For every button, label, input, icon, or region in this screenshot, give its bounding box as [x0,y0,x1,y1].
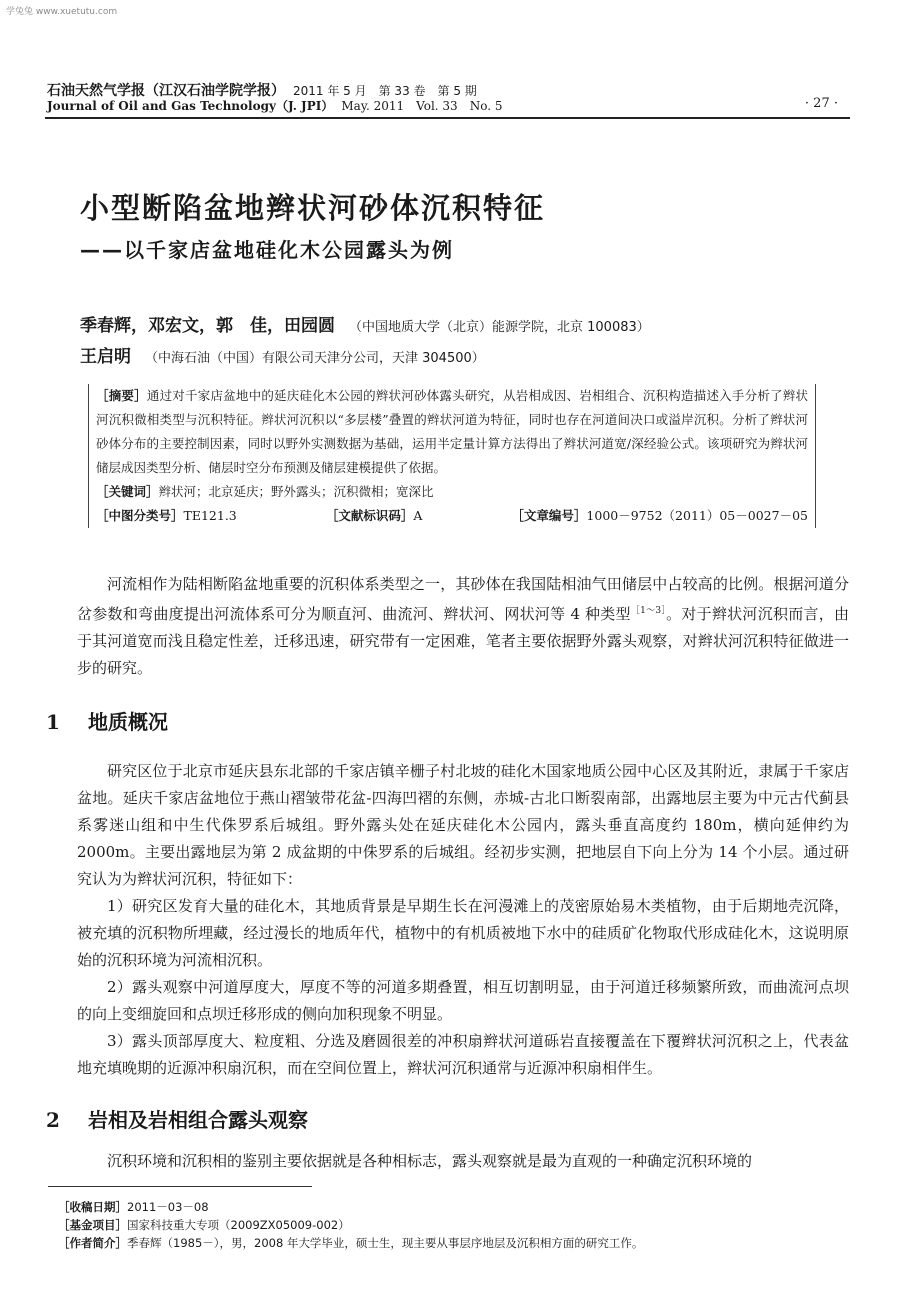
page-number: · 27 · [804,96,838,111]
authors-names-1: 季春辉，邓宏文，郭 佳，田园圆 [80,316,335,336]
art-label: ［文章编号］ [511,508,587,523]
section1-paragraph-3: 2）露头观察中河道厚度大，厚度不等的河道多期叠置，相互切割明显，由于河道迁移频繁所致，而曲流河点坝的向上变细旋回和点坝迁移形成的侧向加积现象不明显。 [77,978,849,1023]
fund-label: ［基金项目］ [58,1218,127,1232]
clc-number [96,504,237,528]
article-number [511,504,808,528]
bio-text: 季春辉（1985－），男，2008 年大学毕业，硕士生，现主要从事层序地层及沉积相方面的研究工作。 [127,1236,644,1250]
keywords-label: ［关键词］ [96,484,159,499]
abstract [96,384,808,480]
authors-line-2 [80,342,485,367]
keywords [96,480,808,504]
section-title-1: 地质概况 [88,710,168,734]
document-code [326,504,423,528]
fund-text: 国家科技重大专项（2009ZX05009-002） [127,1218,350,1232]
journal-header-en [47,97,502,114]
intro-text-a: 河流相作为陆相断陷盆地重要的沉积体系类型之一，其砂体在我国陆相油气田储层中占较高的比例。根据河道分岔参数和弯曲度提出河流体系可分为顺直河、曲流河、辫状河、网状河等 4 种类型 [77,575,849,623]
section-number-2: 2 [46,1108,60,1132]
intro-paragraph [77,571,849,682]
art-value: 1000－9752（2011）05－0027－05 [586,508,808,523]
header-rule [45,117,850,119]
clc-label: ［中图分类号］ [96,508,184,523]
footnote-rule [48,1186,312,1187]
doc-value: A [413,508,423,523]
abstract-text: 通过对千家店盆地中的延庆硅化木公园的辫状河砂体露头研究，从岩相成因、岩相组合、沉积构造描述入手分析了辫状河沉积微相类型与沉积特征。辫状河沉积以“多层楼”叠置的辫状河道为特征，同时也存在河道间决口或溢岸沉积。分析了辫状河砂体分布的主要控制因素，同时以野外实测数据为基础，运用半定量计算方法得出了辫状河道宽/深经验公式。该项研究为辫状河储层成因类型分析、储层时空分布预测及储层建模提供了依据。 [96,388,808,475]
keywords-text: 辫状河；北京延庆；野外露头；沉积微相；宽深比 [158,484,434,499]
journal-name-cn: 石油天然气学报（江汉石油学院学报） [47,83,285,99]
abstract-box [88,384,816,528]
section-number-1: 1 [46,710,60,734]
clc-value: TE121.3 [183,508,237,523]
section2-paragraph-1: 沉积环境和沉积相的鉴别主要依据就是各种相标志，露头观察就是最为直观的一种确定沉积环境的 [107,1152,753,1170]
section-title-2: 岩相及岩相组合露头观察 [88,1108,308,1132]
received-date: 2011－03－08 [127,1200,209,1214]
watermark: 学兔兔 www.xuetutu.com [6,7,118,17]
footnote-author-bio [58,1234,848,1252]
authors-line-1 [80,311,650,336]
affiliation-2: （中海石油（中国）有限公司天津分公司，天津 304500） [145,351,485,366]
journal-name-en: Journal of Oil and Gas Technology（J. JPI） [47,99,334,113]
classification-row [96,504,808,528]
section-heading-1 [46,706,168,735]
paper-subtitle: ——以千家店盆地硅化木公园露头为例 [80,238,454,262]
affiliation-1: （中国地质大学（北京）能源学院，北京 100083） [349,320,650,335]
intro-text-b: 。对于辫状河沉积而言，由于其河道宽而浅且稳定性差，迁移迅速，研究带有一定困难，笔者主要依据野外露头观察，对辫状河沉积特征做进一步的研究。 [77,605,850,677]
issue-info-en: May. 2011 Vol. 33 No. 5 [341,99,503,113]
section-heading-2 [46,1104,308,1133]
footnote-received [58,1198,848,1216]
issue-info-cn: 2011 年 5 月 第 33 卷 第 5 期 [293,84,477,98]
citation-ref: ［1～3］ [630,606,667,616]
section1-paragraph-2: 1）研究区发育大量的硅化木，其地质背景是早期生长在河漫滩上的茂密原始易木类植物，由于后期地壳沉降，被充填的沉积物所埋藏，经过漫长的地质年代，植物中的有机质被地下水中的硅质矿化物取代形成硅化木，这说明原始的沉积环境为河流相沉积。 [77,897,849,969]
received-label: ［收稿日期］ [58,1200,127,1214]
paper-title: 小型断陷盆地辫状河砂体沉积特征 [80,191,546,225]
bio-label: ［作者简介］ [58,1236,127,1250]
section1-paragraph-1: 研究区位于北京市延庆县东北部的千家店镇辛栅子村北坡的硅化木国家地质公园中心区及其附近，隶属于千家店盆地。延庆千家店盆地位于燕山褶皱带花盆-四海凹褶的东侧，赤城-古北口断裂南部，出露地层主要为中元古代蓟县系雾迷山组和中生代侏罗系后城组。野外露头处在延庆硅化木公园内，露头垂直高度约 180m，横向延伸约为 2000m。主要出露地层为第 2 成盆期的中侏罗系的后城组。经初步实测，把地层自下向上分为 14 个小层。通过研究认为为辫状河沉积，特征如下： [77,762,849,888]
footnote-fund [58,1216,848,1234]
section1-paragraph-4: 3）露头顶部厚度大、粒度粗、分选及磨圆很差的冲积扇辫状河道砾岩直接覆盖在下覆辫状河沉积之上，代表盆地充填晚期的近源冲积扇沉积，而在空间位置上，辫状河沉积通常与近源冲积扇相伴生。 [77,1032,849,1077]
doc-label: ［文献标识码］ [325,508,414,523]
abstract-label: ［摘要］ [96,388,147,403]
authors-names-2: 王启明 [80,347,131,367]
